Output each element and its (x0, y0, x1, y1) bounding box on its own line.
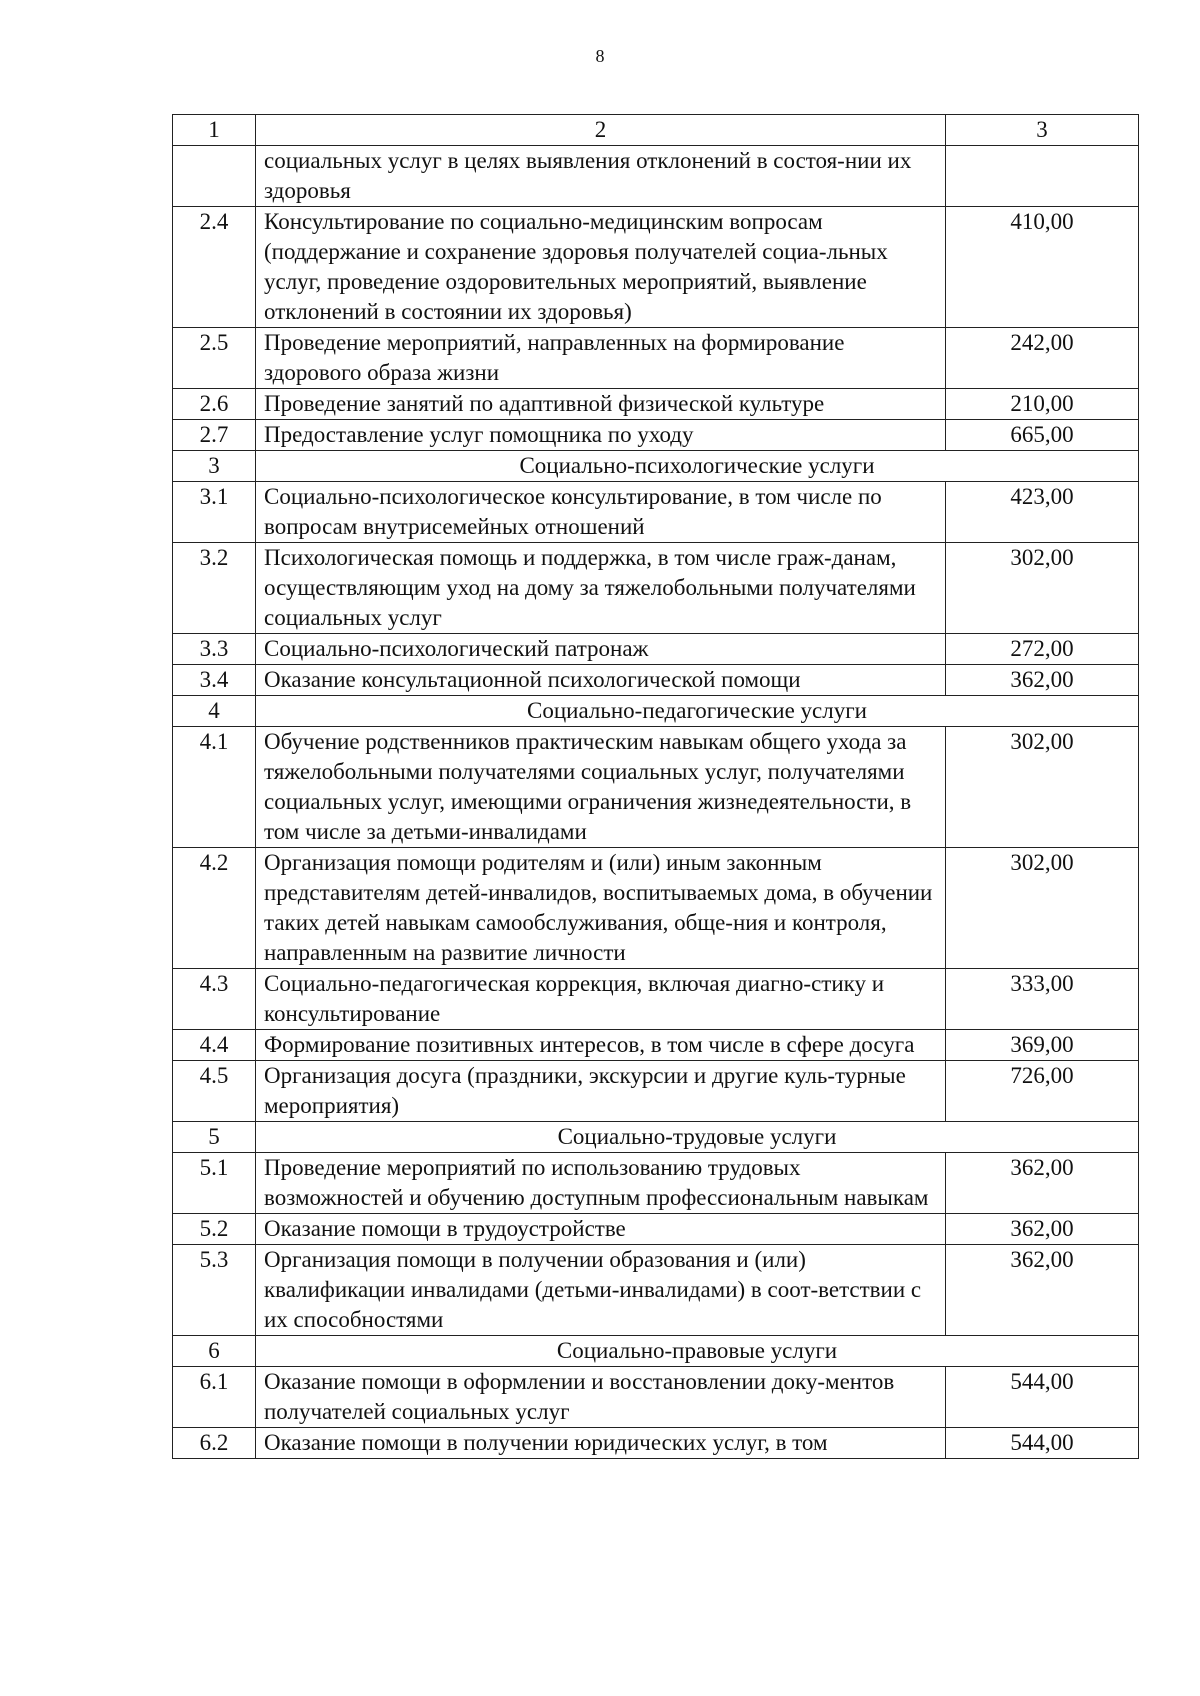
service-name: Организация помощи родителям и (или) иным законным представителям детей-инвалидов, воспитываемых дома, в обучении таких детей навыкам самообслуживания, обще-ния и контроля, направленным на развитие личности (256, 848, 946, 969)
table-row (173, 146, 1139, 207)
header-col-3: 3 (946, 115, 1139, 146)
item-number: 2.7 (173, 420, 256, 451)
service-price (946, 146, 1139, 207)
table-row (173, 1214, 1139, 1245)
header-col-1: 1 (173, 115, 256, 146)
table-row (173, 1245, 1139, 1336)
table-row (173, 848, 1139, 969)
section-row (173, 1336, 1139, 1367)
table-row (173, 543, 1139, 634)
item-number: 3.2 (173, 543, 256, 634)
service-name: Проведение мероприятий, направленных на формирование здорового образа жизни (256, 328, 946, 389)
service-name: Консультирование по социально-медицинским вопросам (поддержание и сохранение здоровья получателей социа-льных услуг, проведение оздоровительных мероприятий, выявление отклонений в состоянии их здоровья) (256, 207, 946, 328)
item-number: 6.1 (173, 1367, 256, 1428)
services-table (172, 114, 1139, 1459)
service-price: 423,00 (946, 482, 1139, 543)
service-name: Социально-психологический патронаж (256, 634, 946, 665)
service-name: социальных услуг в целях выявления отклонений в состоя-нии их здоровья (256, 146, 946, 207)
table-row (173, 634, 1139, 665)
service-price: 302,00 (946, 848, 1139, 969)
section-row (173, 1122, 1139, 1153)
service-price: 272,00 (946, 634, 1139, 665)
service-price: 362,00 (946, 1245, 1139, 1336)
table-row (173, 1061, 1139, 1122)
section-number: 4 (173, 696, 256, 727)
item-number: 6.2 (173, 1428, 256, 1459)
table-row (173, 727, 1139, 848)
service-price: 544,00 (946, 1367, 1139, 1428)
service-name: Организация досуга (праздники, экскурсии и другие куль-турные мероприятия) (256, 1061, 946, 1122)
service-name: Социально-психологическое консультирование, в том числе по вопросам внутрисемейных отношений (256, 482, 946, 543)
service-price: 210,00 (946, 389, 1139, 420)
service-price: 333,00 (946, 969, 1139, 1030)
table-row (173, 665, 1139, 696)
table-body (173, 115, 1139, 1459)
section-title: Социально-психологические услуги (256, 451, 1139, 482)
item-number: 2.5 (173, 328, 256, 389)
section-number: 5 (173, 1122, 256, 1153)
table-row (173, 482, 1139, 543)
item-number: 3.1 (173, 482, 256, 543)
item-number: 4.4 (173, 1030, 256, 1061)
item-number: 3.4 (173, 665, 256, 696)
table-row (173, 1428, 1139, 1459)
table-row (173, 420, 1139, 451)
service-name: Проведение занятий по адаптивной физической культуре (256, 389, 946, 420)
service-price: 726,00 (946, 1061, 1139, 1122)
table-row (173, 969, 1139, 1030)
table-row (173, 1030, 1139, 1061)
section-row (173, 451, 1139, 482)
header-col-2: 2 (256, 115, 946, 146)
item-number: 5.1 (173, 1153, 256, 1214)
section-title: Социально-трудовые услуги (256, 1122, 1139, 1153)
service-name: Оказание помощи в оформлении и восстановлении доку-ментов получателей социальных услуг (256, 1367, 946, 1428)
item-number: 2.6 (173, 389, 256, 420)
item-number: 5.2 (173, 1214, 256, 1245)
section-number: 6 (173, 1336, 256, 1367)
service-name: Социально-педагогическая коррекция, включая диагно-стику и консультирование (256, 969, 946, 1030)
service-name: Проведение мероприятий по использованию трудовых возможностей и обучению доступным профессиональным навыкам (256, 1153, 946, 1214)
page-number: 8 (595, 46, 605, 66)
section-title: Социально-правовые услуги (256, 1336, 1139, 1367)
service-price: 242,00 (946, 328, 1139, 389)
service-name: Оказание помощи в трудоустройстве (256, 1214, 946, 1245)
item-number (173, 146, 256, 207)
table-row (173, 389, 1139, 420)
section-row (173, 696, 1139, 727)
service-price: 362,00 (946, 665, 1139, 696)
service-name: Оказание помощи в получении юридических услуг, в том (256, 1428, 946, 1459)
item-number: 4.1 (173, 727, 256, 848)
item-number: 4.2 (173, 848, 256, 969)
table-row (173, 1153, 1139, 1214)
service-price: 302,00 (946, 727, 1139, 848)
service-price: 544,00 (946, 1428, 1139, 1459)
table-row (173, 207, 1139, 328)
item-number: 3.3 (173, 634, 256, 665)
table-row (173, 1367, 1139, 1428)
section-number: 3 (173, 451, 256, 482)
item-number: 2.4 (173, 207, 256, 328)
service-name: Предоставление услуг помощника по уходу (256, 420, 946, 451)
item-number: 4.5 (173, 1061, 256, 1122)
service-price: 362,00 (946, 1214, 1139, 1245)
service-price: 665,00 (946, 420, 1139, 451)
item-number: 5.3 (173, 1245, 256, 1336)
service-name: Формирование позитивных интересов, в том числе в сфере досуга (256, 1030, 946, 1061)
section-title: Социально-педагогические услуги (256, 696, 1139, 727)
table-header-row (173, 115, 1139, 146)
service-name: Обучение родственников практическим навыкам общего ухода за тяжелобольными получателями социальных услуг, получателями социальных услуг, имеющими ограничения жизнедеятельности, в том числе за детьми-инвалидами (256, 727, 946, 848)
table-row (173, 328, 1139, 389)
service-name: Организация помощи в получении образования и (или) квалификации инвалидами (детьми-инвалидами) в соот-ветствии с их способностями (256, 1245, 946, 1336)
service-name: Оказание консультационной психологической помощи (256, 665, 946, 696)
service-price: 362,00 (946, 1153, 1139, 1214)
service-name: Психологическая помощь и поддержка, в том числе граж-данам, осуществляющим уход на дому за тяжелобольными получателями социальных услуг (256, 543, 946, 634)
service-price: 410,00 (946, 207, 1139, 328)
service-price: 369,00 (946, 1030, 1139, 1061)
service-price: 302,00 (946, 543, 1139, 634)
item-number: 4.3 (173, 969, 256, 1030)
